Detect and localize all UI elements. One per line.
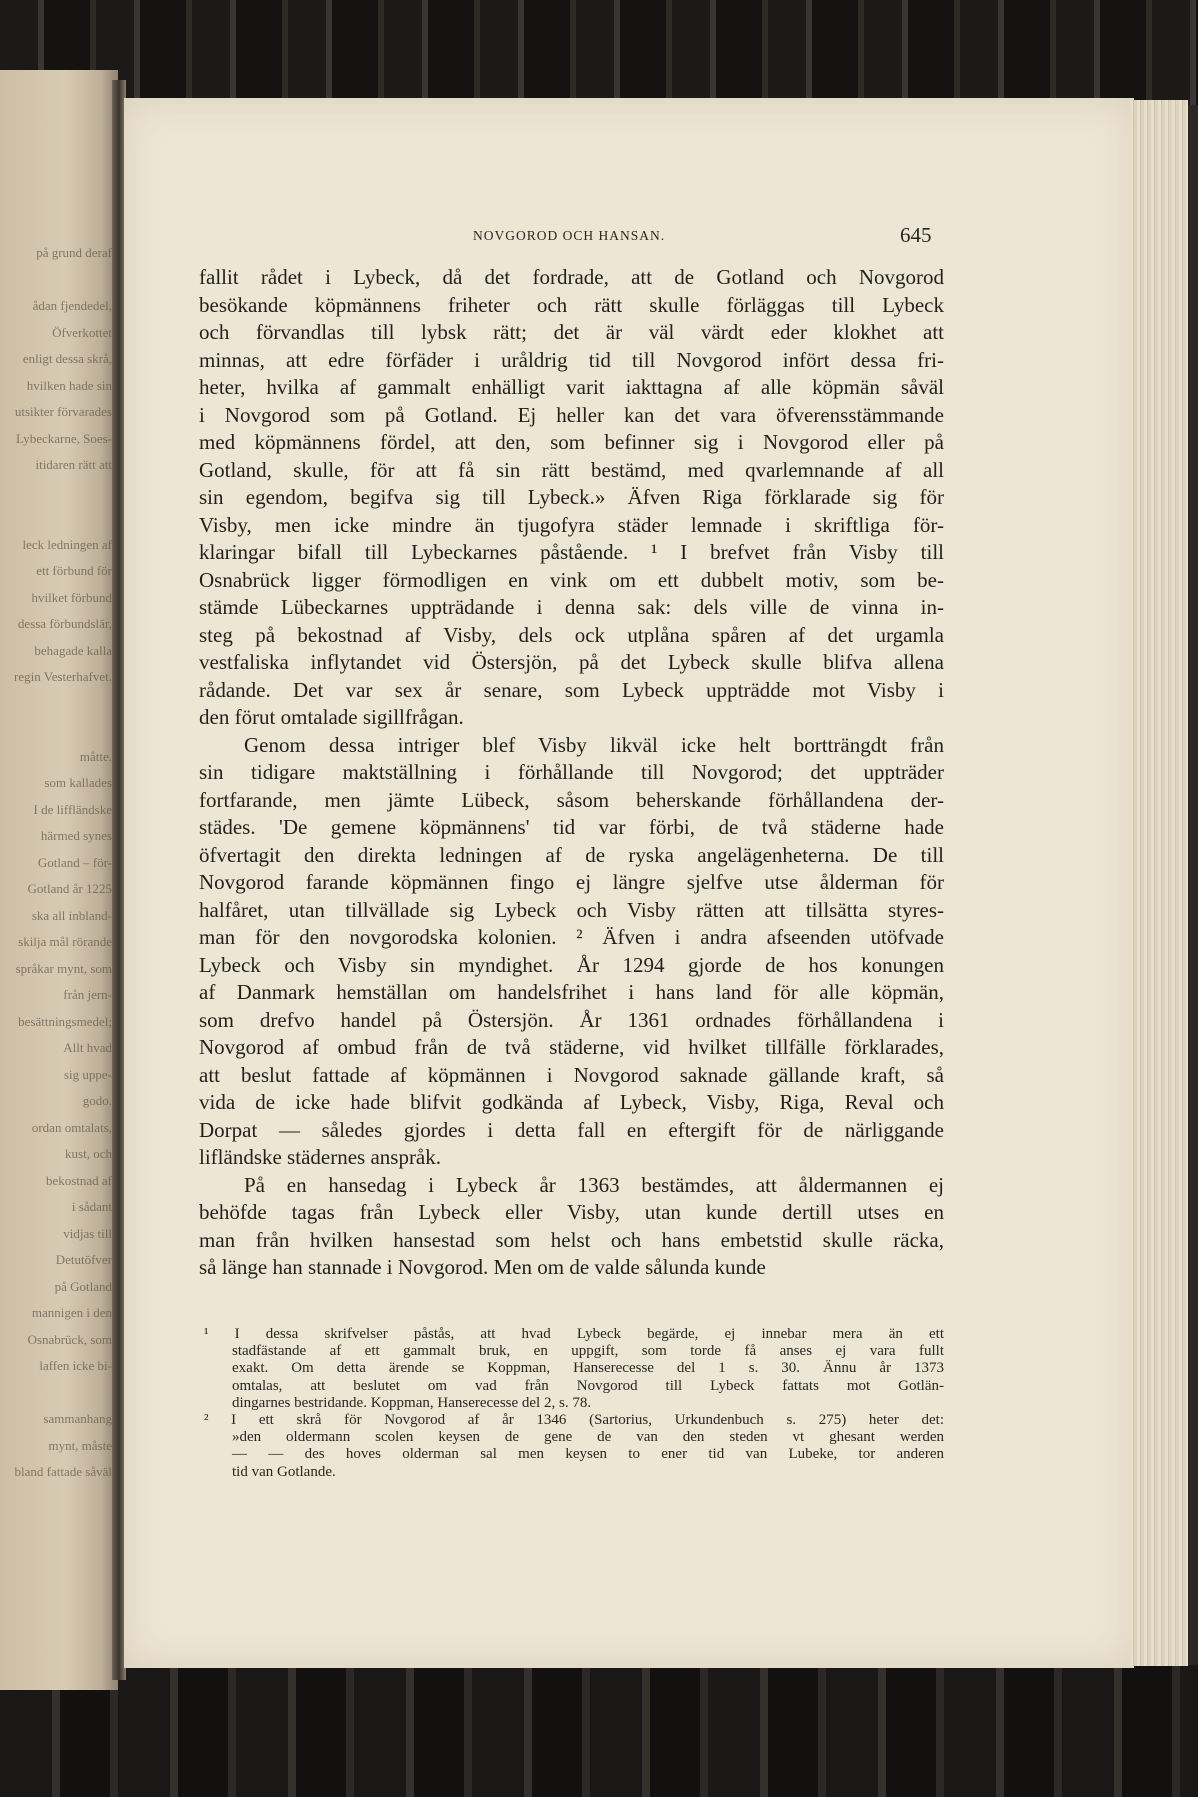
text-line: Novgorod farande köpmännen fingo ej längre sjelfve utse ålderman för [199,870,944,894]
text-line: fallit rådet i Lybeck, då det fordrade, att de Gotland och Novgorod [199,265,944,289]
text-line: halfåret, utan tillvällade sig Lybeck och Visby rätten att tillsätta styres- [199,897,944,922]
text-line: sin egendom, begifva sig till Lybeck.» Äfven Riga förklarade sig för [199,485,944,509]
facing-page-line [0,267,112,294]
text-line: Osnabrück ligger förmodligen en vink om ett dubbelt motiv, som be- [199,567,944,592]
facing-page-line: sammanhang [43,1411,112,1426]
text-line: minnas, att edre förfäder i uråldrig tid till Novgorod infört dessa fri- [199,347,944,372]
facing-page-line: ordan omtalats, [31,1119,112,1135]
facing-page-line: leck ledningen af [22,536,112,552]
facing-page-line: Lybeckarne, Soes- [15,430,112,446]
footnote-line: exakt. Om detta ärende se Koppman, Hanserecesse del 1 s. 30. Ännu år 1373 [232,1360,944,1377]
text-line: fortfarande, men jämte Lübeck, såsom beherskande förhållandena der- [199,787,944,812]
scanner-bottom-background [0,1665,1198,1797]
text-line: steg på bekostnad af Visby, dels ock utplåna spåren af det urgamla [199,622,944,647]
facing-page-line: från jern- [63,987,112,1002]
facing-page-line: språkar mynt, som [15,960,112,976]
facing-page-line: på grund deraf [36,245,112,260]
facing-page-line: ett förbund för [36,563,112,578]
facing-page-line: ska all inbland- [31,907,112,923]
text-line: besökande köpmännens friheter och rätt skulle förläggas till Lybeck [199,292,944,317]
facing-page-line [0,479,112,506]
text-line: På en hansedag i Lybeck år 1363 bestämdes, att åldermannen ej [244,1172,944,1197]
facing-page-line: kust, och [65,1146,112,1161]
text-line: lifländske städernes anspråk. [199,1145,442,1169]
facing-page-line: hvilket förbund [31,589,112,605]
text-line: Dorpat — således gjordes i detta fall en eftergift för de närliggande [199,1117,944,1142]
text-line: vestfaliska inflytandet vid Östersjön, på det Lybeck skulle blifva allena [199,650,944,674]
text-line: sin tidigare maktställning i förhållande till Novgorod; det uppträder [199,760,944,784]
facing-page-line: I de liffländske [33,801,112,817]
body-text [199,264,944,1282]
text-line: så länge han stannade i Novgorod. Men om de valde sålunda kunde [199,1255,766,1279]
footnote-line: omtalas, att beslutet om vad från Novgorod till Lybeck fattats mot Gotlän- [232,1377,944,1394]
facing-page-line: som kallades [44,775,112,790]
footnote-line: — — des hoves olderman sal men keysen to ener tid van Lubeke, tor anderen [232,1446,944,1463]
text-line: i Novgorod som på Gotland. Ej heller kan det vara öfverensstämmande [199,402,944,427]
text-line: öfvertagit den direkta ledningen af de ryska angelägenheterna. De till [199,842,944,867]
footnote-line: dingarnes bestridande. Koppman, Hanserecesse del 2, s. 78. [232,1394,592,1411]
text-line: behöfde tagas från Lybeck eller Visby, utan kunde dertill utses en [199,1200,944,1224]
footnote-line: ¹ I dessa skrifvelser påstås, att hvad Lybeck begärde, ej innebar mera än ett [204,1326,944,1342]
scanner-top-background [0,0,1198,105]
facing-page-line: besättningsmedel; [18,1013,112,1029]
facing-page-line: vidjas till [63,1225,112,1241]
facing-page-line: Detutöfver [55,1252,112,1267]
facing-page-line: bekostnad af [45,1172,112,1188]
footnote-line: stadfästande af ett gammalt bruk, en uppgift, som torde få anses ej vara fullt [232,1343,944,1360]
facing-page-line: skilja mål rörande [18,934,112,949]
facing-page-text [0,240,112,1486]
text-line: klaringar bifall till Lybeckarnes påstående. ¹ I brefvet från Visby till [199,540,944,564]
text-line: stämde Lübeckarnes uppträdande i denna sak: dels ville de vinna in- [199,595,944,619]
running-header: NOVGOROD OCH HANSAN. [473,228,666,243]
facing-page-line [0,691,112,718]
page-number: 645 [900,223,932,247]
facing-page-line: härmed synes [40,828,112,843]
facing-page-line: Allt hvad [63,1040,112,1055]
text-line: Visby, men icke mindre än tjugofyra städer lemnade i skriftliga för- [199,512,944,537]
text-line: Gotland, skulle, för att få sin rätt bestämd, med qvarlemnande af all [199,457,944,482]
text-line: med köpmännens fördel, att den, som befinner sig i Novgorod eller på [199,430,944,454]
facing-page-line: Gotland – för- [37,854,112,870]
text-line: städes. 'De gemene köpmännens' tid var förbi, de två städerne hade [199,815,944,839]
facing-page-line: enligt dessa skrå, [22,351,112,366]
text-line: som drefvo handel på Östersjön. År 1361 ordnades förhållandena i [199,1007,944,1032]
facing-page-line [0,505,112,532]
facing-page-line: mannigen i den [31,1305,112,1320]
facing-page-line: Gotland år 1225 [27,881,112,896]
facing-page-line: hvilken hade sin [26,377,112,393]
facing-page-line: Osnabrück, som [27,1331,112,1347]
text-line: att beslut fattade af köpmännen i Novgorod saknade gällande kraft, så [199,1062,944,1087]
facing-page-line: itidaren rätt att [35,457,112,472]
facing-page-line: laffen icke bi- [39,1358,112,1373]
facing-page-line: sig uppe- [63,1066,112,1082]
text-line: man för den novgorodska kolonien. ² Äfven i andra afseenden utöfvade [199,925,944,949]
footnote-line: tid van Gotlande. [232,1463,336,1480]
facing-page-line [0,717,112,744]
page-stack-edge [1130,100,1188,1666]
footnote-line: »den oldermann scolen keysen de gene de van den steden vt ghesant werden [232,1429,944,1446]
text-line: heter, hvilka af gammalt enhälligt varit iakttagna af alle köpmän såväl [199,375,944,399]
facing-page-line: bland fattade såväl [14,1464,112,1479]
text-line: och förvandlas till lybsk rätt; det är väl värdt eder klokhet att [199,320,944,344]
text-line: Lybeck och Visby sin myndighet. År 1294 gjorde de hos konungen [199,952,944,977]
text-line: den förut omtalade sigillfrågan. [199,705,464,729]
footnote-separator [199,1301,944,1302]
facing-page-line: på Gotland [54,1278,112,1294]
text-line: man från hvilken hansestad som helst och hans embetstid skulle räcka, [199,1227,944,1252]
text-line: rådande. Det var sex år senare, som Lybeck uppträdde mot Visby i [199,677,944,702]
facing-page-line: måtte. [79,748,112,764]
facing-page-line: utsikter förvarades [14,404,112,419]
facing-page-line [0,1380,112,1407]
text-line: Genom dessa intriger blef Visby likväl icke helt bortträngdt från [244,732,944,757]
text-line: af Danmark hemställan om handelsfrihet i hans land för alle köpmän, [199,980,944,1004]
facing-page-line: Öfverkottet [52,324,112,340]
facing-page-line: godo. [82,1093,112,1108]
facing-page-edge [0,70,118,1690]
footnote-line: ² I ett skrå för Novgorod af år 1346 (Sartorius, Urkundenbuch s. 275) heter det: [204,1411,944,1428]
text-line: vida de icke hade blifvit godkända af Lybeck, Visby, Riga, Reval och [199,1090,944,1114]
facing-page-line: mynt, måste [48,1437,112,1453]
facing-page-line: regin Vesterhafvet. [14,669,112,684]
facing-page-line: ådan fjendedel, [32,298,112,313]
footnotes [199,1326,944,1481]
text-line: Novgorod af ombud från de två städerne, vid hvilket tillfälle förklarades, [199,1035,944,1059]
facing-page-line: i sådant [71,1199,112,1214]
facing-page-line: behagade kalla [34,642,112,658]
facing-page-line: dessa förbundslär, [17,616,112,631]
